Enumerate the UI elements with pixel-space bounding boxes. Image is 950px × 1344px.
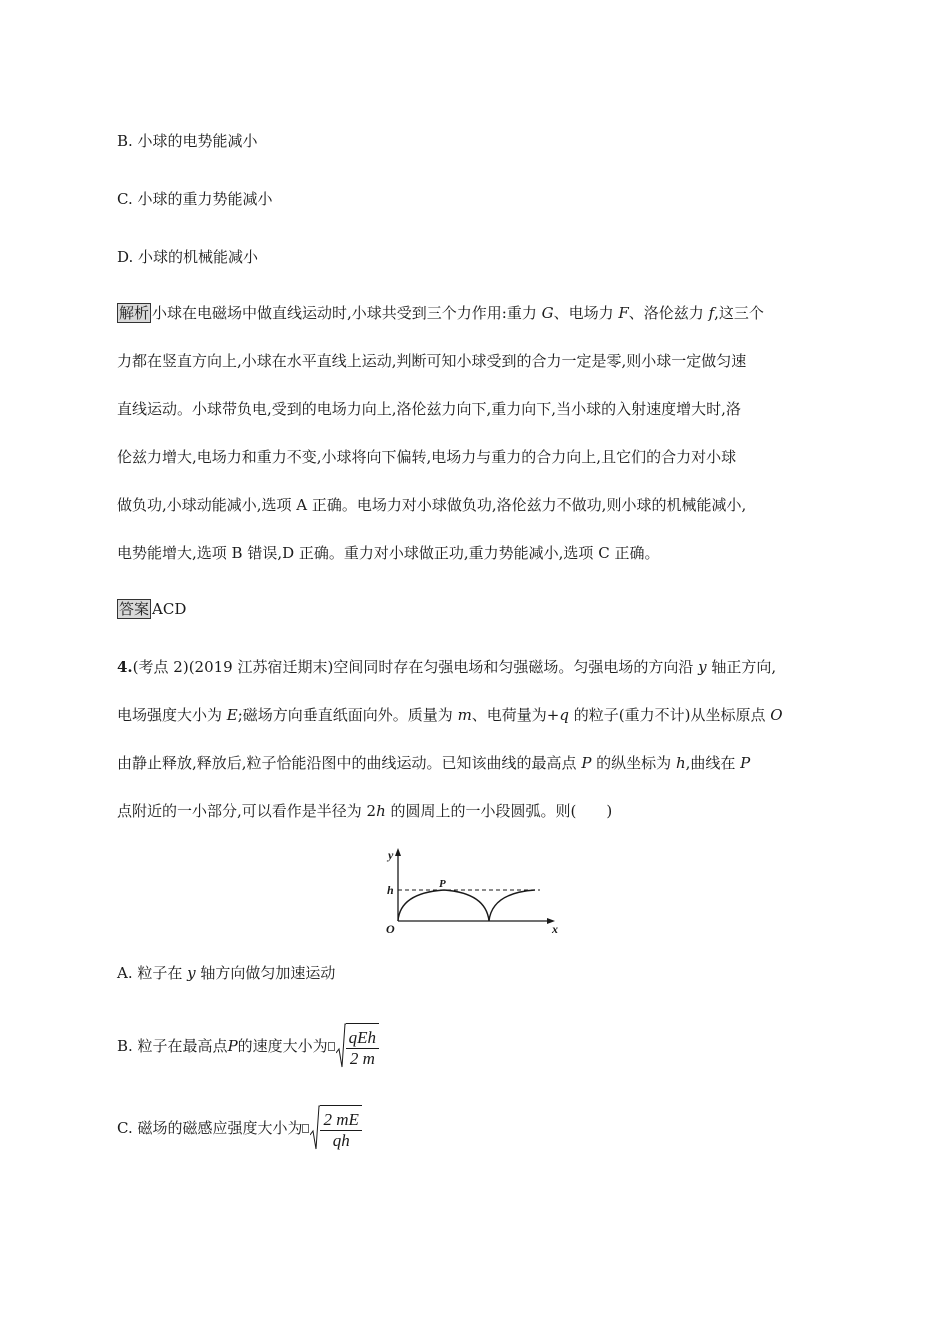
var-h: h — [675, 754, 686, 772]
sqrt-expression — [336, 1023, 379, 1069]
fraction-numerator: qEh — [346, 1028, 379, 1049]
x-axis-label: x — [552, 922, 558, 936]
question-4-line-4 — [117, 801, 612, 821]
fraction-numerator: 2 mE — [320, 1110, 361, 1131]
var-F: F — [618, 304, 629, 322]
var-y: y — [698, 658, 707, 676]
question-4-line-2 — [117, 705, 783, 725]
var-m: m — [457, 706, 472, 724]
var-P: P — [227, 1037, 238, 1055]
option-text: A. 粒子在 — [117, 964, 188, 982]
question-text: ;磁场方向垂直纸面向外。质量为 — [237, 706, 458, 724]
analysis-line-1 — [117, 303, 764, 323]
trajectory-curve-1 — [398, 890, 489, 921]
trajectory-figure — [380, 845, 570, 940]
var-P: P — [581, 754, 592, 772]
fraction-denominator: qh — [332, 1130, 350, 1150]
answer-value: ACD — [152, 600, 187, 618]
answer-tag: 答案 — [119, 600, 150, 618]
answer-line — [117, 599, 186, 619]
var-E: E — [226, 706, 238, 724]
analysis-line-3: 直线运动。小球带负电,受到的电场力向上,洛伦兹力向下,重力向下,当小球的入射速度增大时,洛 — [117, 400, 741, 418]
question-text: 轴正方向, — [706, 658, 777, 676]
question-number: 4. — [117, 658, 133, 676]
y-axis-label: y — [388, 848, 394, 862]
y-axis-arrow — [395, 848, 401, 856]
question-text: 、电荷量为+ — [471, 706, 560, 724]
question-4-line-3 — [117, 753, 750, 773]
h-label: h — [387, 883, 394, 897]
placeholder-box-icon — [302, 1124, 309, 1133]
var-O: O — [770, 706, 783, 724]
var-y: y — [187, 964, 196, 982]
fraction — [320, 1110, 361, 1151]
analysis-text: ,这三个 — [714, 304, 764, 322]
question-text: 的圆周上的一小段圆弧。则( ) — [385, 802, 613, 820]
analysis-line-4: 伦兹力增大,电场力和重力不变,小球将向下偏转,电场力与重力的合力向上,且它们的合力对小球 — [117, 448, 737, 466]
option-a — [117, 963, 335, 983]
analysis-line-6: 电势能增大,选项 B 错误,D 正确。重力对小球做正功,重力势能减小,选项 C 正确。 — [117, 544, 660, 562]
radical-sign-icon — [310, 1105, 320, 1151]
p-label: P — [439, 878, 446, 890]
option-d-prev: D. 小球的机械能减小 — [117, 248, 259, 266]
analysis-line-2: 力都在竖直方向上,小球在水平直线上运动,判断可知小球受到的合力一定是零,则小球一定做匀速 — [117, 352, 747, 370]
fraction-denominator: 2 m — [349, 1048, 375, 1068]
question-text: 的纵坐标为 — [591, 754, 676, 772]
option-b — [117, 1022, 379, 1070]
analysis-text: 、洛伦兹力 — [628, 304, 709, 322]
analysis-text: 小球在电磁场中做直线运动时,小球共受到三个力作用:重力 — [152, 304, 542, 322]
var-h: h — [376, 802, 386, 820]
question-text: 的粒子(重力不计)从坐标原点 — [568, 706, 771, 724]
placeholder-box-icon — [328, 1042, 335, 1051]
var-f: f — [708, 304, 715, 322]
option-c-prev: C. 小球的重力势能减小 — [117, 190, 273, 208]
question-text: 由静止释放,释放后,粒子恰能沿图中的曲线运动。已知该曲线的最高点 — [117, 754, 582, 772]
option-text: B. 粒子在最高点 — [117, 1037, 228, 1055]
var-G: G — [541, 304, 554, 322]
sqrt-expression — [310, 1105, 361, 1151]
option-c — [117, 1104, 362, 1152]
var-P: P — [740, 754, 751, 772]
analysis-text: 、电场力 — [553, 304, 619, 322]
radical-sign-icon — [336, 1023, 346, 1069]
option-b-prev: B. 小球的电势能减小 — [117, 132, 258, 150]
question-4-line-1 — [117, 657, 776, 677]
var-q: q — [559, 706, 569, 724]
analysis-tag: 解析 — [119, 304, 150, 322]
question-text: (考点 2)(2019 江苏宿迁期末)空间同时存在匀强电场和匀强磁场。匀强电场的方向沿 — [132, 658, 699, 676]
trajectory-curve-2 — [489, 890, 535, 921]
option-text: 的速度大小为 — [237, 1037, 328, 1055]
origin-label: O — [386, 922, 395, 936]
analysis-line-5: 做负功,小球动能减小,选项 A 正确。电场力对小球做负功,洛伦兹力不做功,则小球的机械能减小, — [117, 496, 747, 514]
option-text: C. 磁场的磁感应强度大小为 — [117, 1119, 303, 1137]
fraction — [346, 1028, 379, 1069]
question-text: 点附近的一小部分,可以看作是半径为 2 — [117, 802, 377, 820]
option-text: 轴方向做匀加速运动 — [195, 964, 336, 982]
question-text: ,曲线在 — [685, 754, 741, 772]
question-text: 电场强度大小为 — [117, 706, 227, 724]
